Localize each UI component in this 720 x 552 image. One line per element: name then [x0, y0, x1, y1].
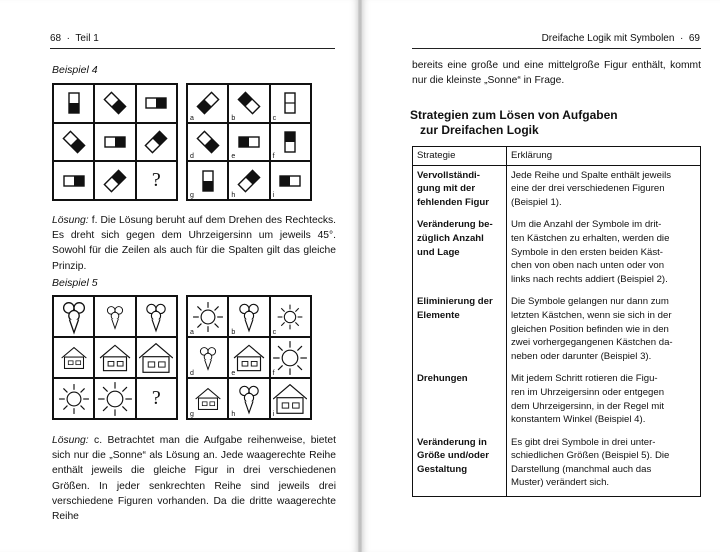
- puzzle-cell: [53, 296, 94, 337]
- puzzle-cell: [53, 161, 94, 200]
- header-separator: ·: [63, 33, 73, 44]
- option-label: i: [272, 192, 275, 199]
- option-label: c: [272, 329, 277, 336]
- option-label: d: [190, 153, 194, 161]
- option-label: h: [231, 192, 236, 199]
- puzzle-cell: [94, 378, 135, 419]
- left-page-number: 68: [50, 33, 62, 44]
- answer-option-d[interactable]: [187, 337, 228, 378]
- puzzle-cell: [94, 84, 135, 123]
- solution-text: c. Betrachtet man die Aufgabe reihenweise, bietet sich nur die „Sonne“ als Lösung an. Jede waagerechte Reihe enthält jeweils die gleiche Figur in drei verschiedenen Größen. In jeder senkrechten Reihe sind jeweils drei verschiedene Figuren vorhanden. Da die dritte waagerechte Reihe: [52, 435, 336, 523]
- column-header-explanation: Erklärung: [507, 147, 701, 166]
- strategies-heading: [410, 108, 618, 138]
- sun-icon: [59, 384, 89, 414]
- table-header-row: [413, 147, 701, 166]
- rectangle-figure: [69, 93, 79, 113]
- house-icon: [100, 345, 130, 370]
- answer-option-g[interactable]: [187, 378, 228, 419]
- option-label: f: [272, 370, 275, 377]
- solution-label: Lösung:: [52, 215, 89, 226]
- strategy-cell: Vervollständi- gung mit der fehlenden Figur: [413, 165, 507, 215]
- solution4-paragraph: [52, 213, 336, 274]
- right-running-head: [542, 33, 700, 44]
- example5-title: Beispiel 5: [52, 277, 98, 289]
- sun-icon: [98, 382, 132, 416]
- table-row: [413, 215, 701, 292]
- option-label: f: [272, 153, 275, 161]
- example4-puzzle-grid: [52, 83, 178, 201]
- answer-option-a[interactable]: [187, 296, 228, 337]
- option-label: g: [190, 411, 194, 418]
- sun-icon: [193, 302, 223, 332]
- explanation-cell: Jede Reihe und Spalte enthält jeweils eine der drei verschiedenen Figuren (Beispiel 1).: [507, 165, 701, 215]
- table-row: [413, 369, 701, 432]
- question-mark: ?: [151, 169, 161, 192]
- answer-option-e[interactable]: [228, 337, 269, 378]
- option-label: c: [272, 114, 277, 122]
- strategy-table: [412, 146, 701, 497]
- house-icon: [195, 388, 220, 409]
- puzzle-cell: [94, 161, 135, 200]
- puzzle-cell: [136, 84, 177, 123]
- strategy-cell: Veränderung in Größe und/oder Gestaltung: [413, 433, 507, 497]
- left-header-rule: [50, 48, 335, 49]
- puzzle-cell: [53, 337, 94, 378]
- ice-cream-icon: [240, 304, 258, 330]
- puzzle-cell: [94, 123, 135, 162]
- house-icon: [234, 345, 264, 370]
- puzzle-cell: [136, 296, 177, 337]
- answer-option-b[interactable]: [228, 84, 269, 123]
- house-icon: [139, 343, 173, 372]
- example5-puzzle-grid: [52, 295, 178, 420]
- answer-option-c[interactable]: [270, 296, 311, 337]
- option-label: e: [231, 370, 236, 377]
- answer-option-b[interactable]: [228, 296, 269, 337]
- puzzle-cell: [94, 337, 135, 378]
- table-row: [413, 165, 701, 215]
- puzzle-cell: [94, 296, 135, 337]
- header-separator: ·: [677, 33, 687, 44]
- option-label: a: [190, 329, 194, 336]
- example4-answer-grid: [186, 83, 312, 201]
- answer-option-h[interactable]: [228, 161, 269, 200]
- explanation-cell: Die Symbole gelangen nur dann zum letzten Kästchen, wenn sie sich in der gleichen Position befinden wie in den zwei vorhergegangenen Kästchen da- neben oder darunter (Beispiel 3).: [507, 292, 701, 369]
- answer-option-i[interactable]: [270, 378, 311, 419]
- table-row: [413, 292, 701, 369]
- sun-icon: [278, 304, 303, 329]
- missing-figure-cell: [136, 378, 177, 419]
- example4-title: Beispiel 4: [52, 64, 98, 76]
- table-row: [413, 433, 701, 497]
- answer-option-e[interactable]: [228, 123, 269, 162]
- answer-option-i[interactable]: [270, 161, 311, 200]
- puzzle-cell: [136, 337, 177, 378]
- option-label: d: [190, 370, 194, 377]
- continued-paragraph: bereits eine große und eine mittelgroße Figur enthält, kommt nur die kleinste „Sonne“ in Frage.: [412, 60, 701, 87]
- ice-cream-icon: [107, 306, 122, 328]
- option-label: b: [231, 329, 236, 336]
- ice-cream-icon: [147, 304, 165, 330]
- example5-answer-grid: [186, 295, 312, 420]
- question-mark: ?: [151, 387, 161, 409]
- right-header-title: Dreifache Logik mit Symbolen: [541, 33, 675, 44]
- strategy-cell: Veränderung be- züglich Anzahl und Lage: [413, 215, 507, 292]
- right-page-number: 69: [688, 33, 700, 44]
- right-page: [362, 0, 720, 552]
- ice-cream-icon: [63, 302, 84, 332]
- option-label: b: [231, 114, 236, 122]
- column-header-strategy: Strategie: [413, 147, 507, 166]
- ice-cream-icon: [200, 347, 215, 369]
- house-icon: [273, 384, 307, 413]
- left-page: [0, 0, 358, 552]
- strategy-cell: Drehungen: [413, 369, 507, 432]
- sun-icon: [273, 341, 307, 375]
- solution-text: f. Die Lösung beruht auf dem Drehen des Rechtecks. Es dreht sich gegen dem Uhrzeigersinn um jeweils 45°. Sowohl für die Zeilen als auch für die Spalten gilt das gleiche Prinzip.: [52, 215, 336, 272]
- answer-option-d[interactable]: [187, 123, 228, 162]
- answer-option-h[interactable]: [228, 378, 269, 419]
- answer-option-a[interactable]: [187, 84, 228, 123]
- right-header-rule: [412, 48, 701, 49]
- missing-figure-cell: [136, 161, 177, 200]
- explanation-cell: Es gibt drei Symbole in drei unter- schiedlichen Größen (Beispiel 5). Die Darstellung (manchmal auch das Muster) verändert sich.: [507, 433, 701, 497]
- ice-cream-icon: [240, 386, 258, 412]
- solution-label: Lösung:: [52, 435, 89, 446]
- answer-option-f[interactable]: [270, 337, 311, 378]
- puzzle-cell: [53, 123, 94, 162]
- solution5-paragraph: [52, 433, 336, 524]
- option-label: g: [190, 192, 194, 199]
- option-label: h: [231, 411, 236, 418]
- strategy-cell: Eliminierung der Elemente: [413, 292, 507, 369]
- answer-option-f[interactable]: [270, 123, 311, 162]
- option-label: e: [231, 153, 236, 161]
- option-label: a: [190, 114, 194, 122]
- puzzle-cell: [53, 84, 94, 123]
- explanation-cell: Um die Anzahl der Symbole im drit- ten Kästchen zu erhalten, werden die Symbole in den ersten beiden Käst- chen von oben nach unten oder von links nach rechts addiert (Beispiel 2).: [507, 215, 701, 292]
- house-icon: [61, 347, 86, 368]
- puzzle-cell: [53, 378, 94, 419]
- left-running-head: [50, 33, 99, 44]
- answer-option-g[interactable]: [187, 161, 228, 200]
- option-label: i: [272, 411, 275, 418]
- heading-line-2: zur Dreifachen Logik: [420, 123, 539, 137]
- explanation-cell: Mit jedem Schritt rotieren die Figu- ren im Uhrzeigersinn oder entgegen dem Uhrzeigersinn, in der Regel mit konstantem Winkel (Beispiel 4).: [507, 369, 701, 432]
- left-header-section: Teil 1: [75, 33, 99, 44]
- puzzle-cell: [136, 123, 177, 162]
- heading-line-1: Strategien zum Lösen von Aufgaben: [410, 108, 618, 122]
- answer-option-c[interactable]: [270, 84, 311, 123]
